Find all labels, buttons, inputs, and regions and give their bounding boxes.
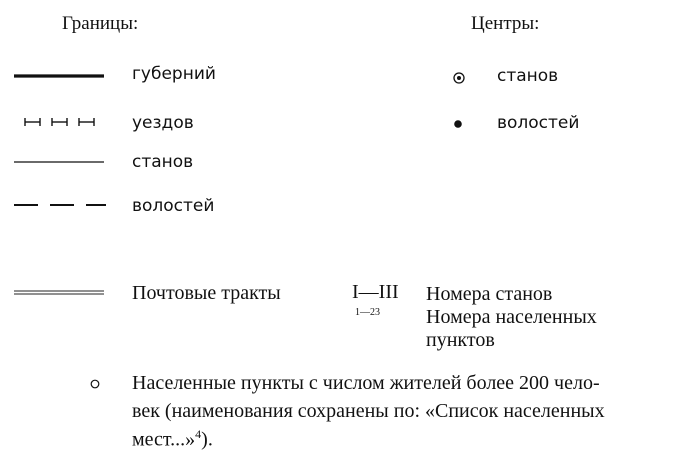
settlements-text-line3-main: мест...» [132,428,196,451]
settlements-text-line3-end: ). [201,428,213,451]
settlement-numbers-sample: 1—23 [355,307,380,318]
postal-road-line [14,288,106,298]
settlement-numbers-label-line1: Номера населенных [426,306,597,328]
footnote-marker: 4 [195,427,202,441]
camp-numbers-sample: I—III [352,281,399,303]
dotted-circle-icon [452,71,466,85]
provincial-border-label: губерний [132,64,216,84]
volost-border-label: волостей [132,196,215,216]
settlements-text-line2: век (наименования сохранены по: «Список населенных [132,400,605,422]
postal-road-label: Почтовые тракты [132,282,281,304]
county-border-line [24,115,98,129]
settlements-text-line1: Населенные пункты с числом жителей более 200 чело- [132,372,600,394]
settlements-text-line3 [132,427,213,452]
provincial-border-line [14,70,106,82]
centers-heading: Центры: [471,13,540,34]
borders-heading: Границы: [62,13,139,34]
settlement-numbers-label-line2: пунктов [426,329,495,351]
filled-dot-icon [452,118,464,130]
camp-center-label: станов [497,66,559,86]
volost-border-line [14,200,106,210]
camp-border-line [14,157,106,167]
volost-center-label: волостей [497,113,580,133]
county-border-label: уездов [132,113,194,133]
camp-numbers-label: Номера станов [426,283,553,305]
camp-border-label: станов [132,152,194,172]
open-circle-icon [89,378,101,390]
